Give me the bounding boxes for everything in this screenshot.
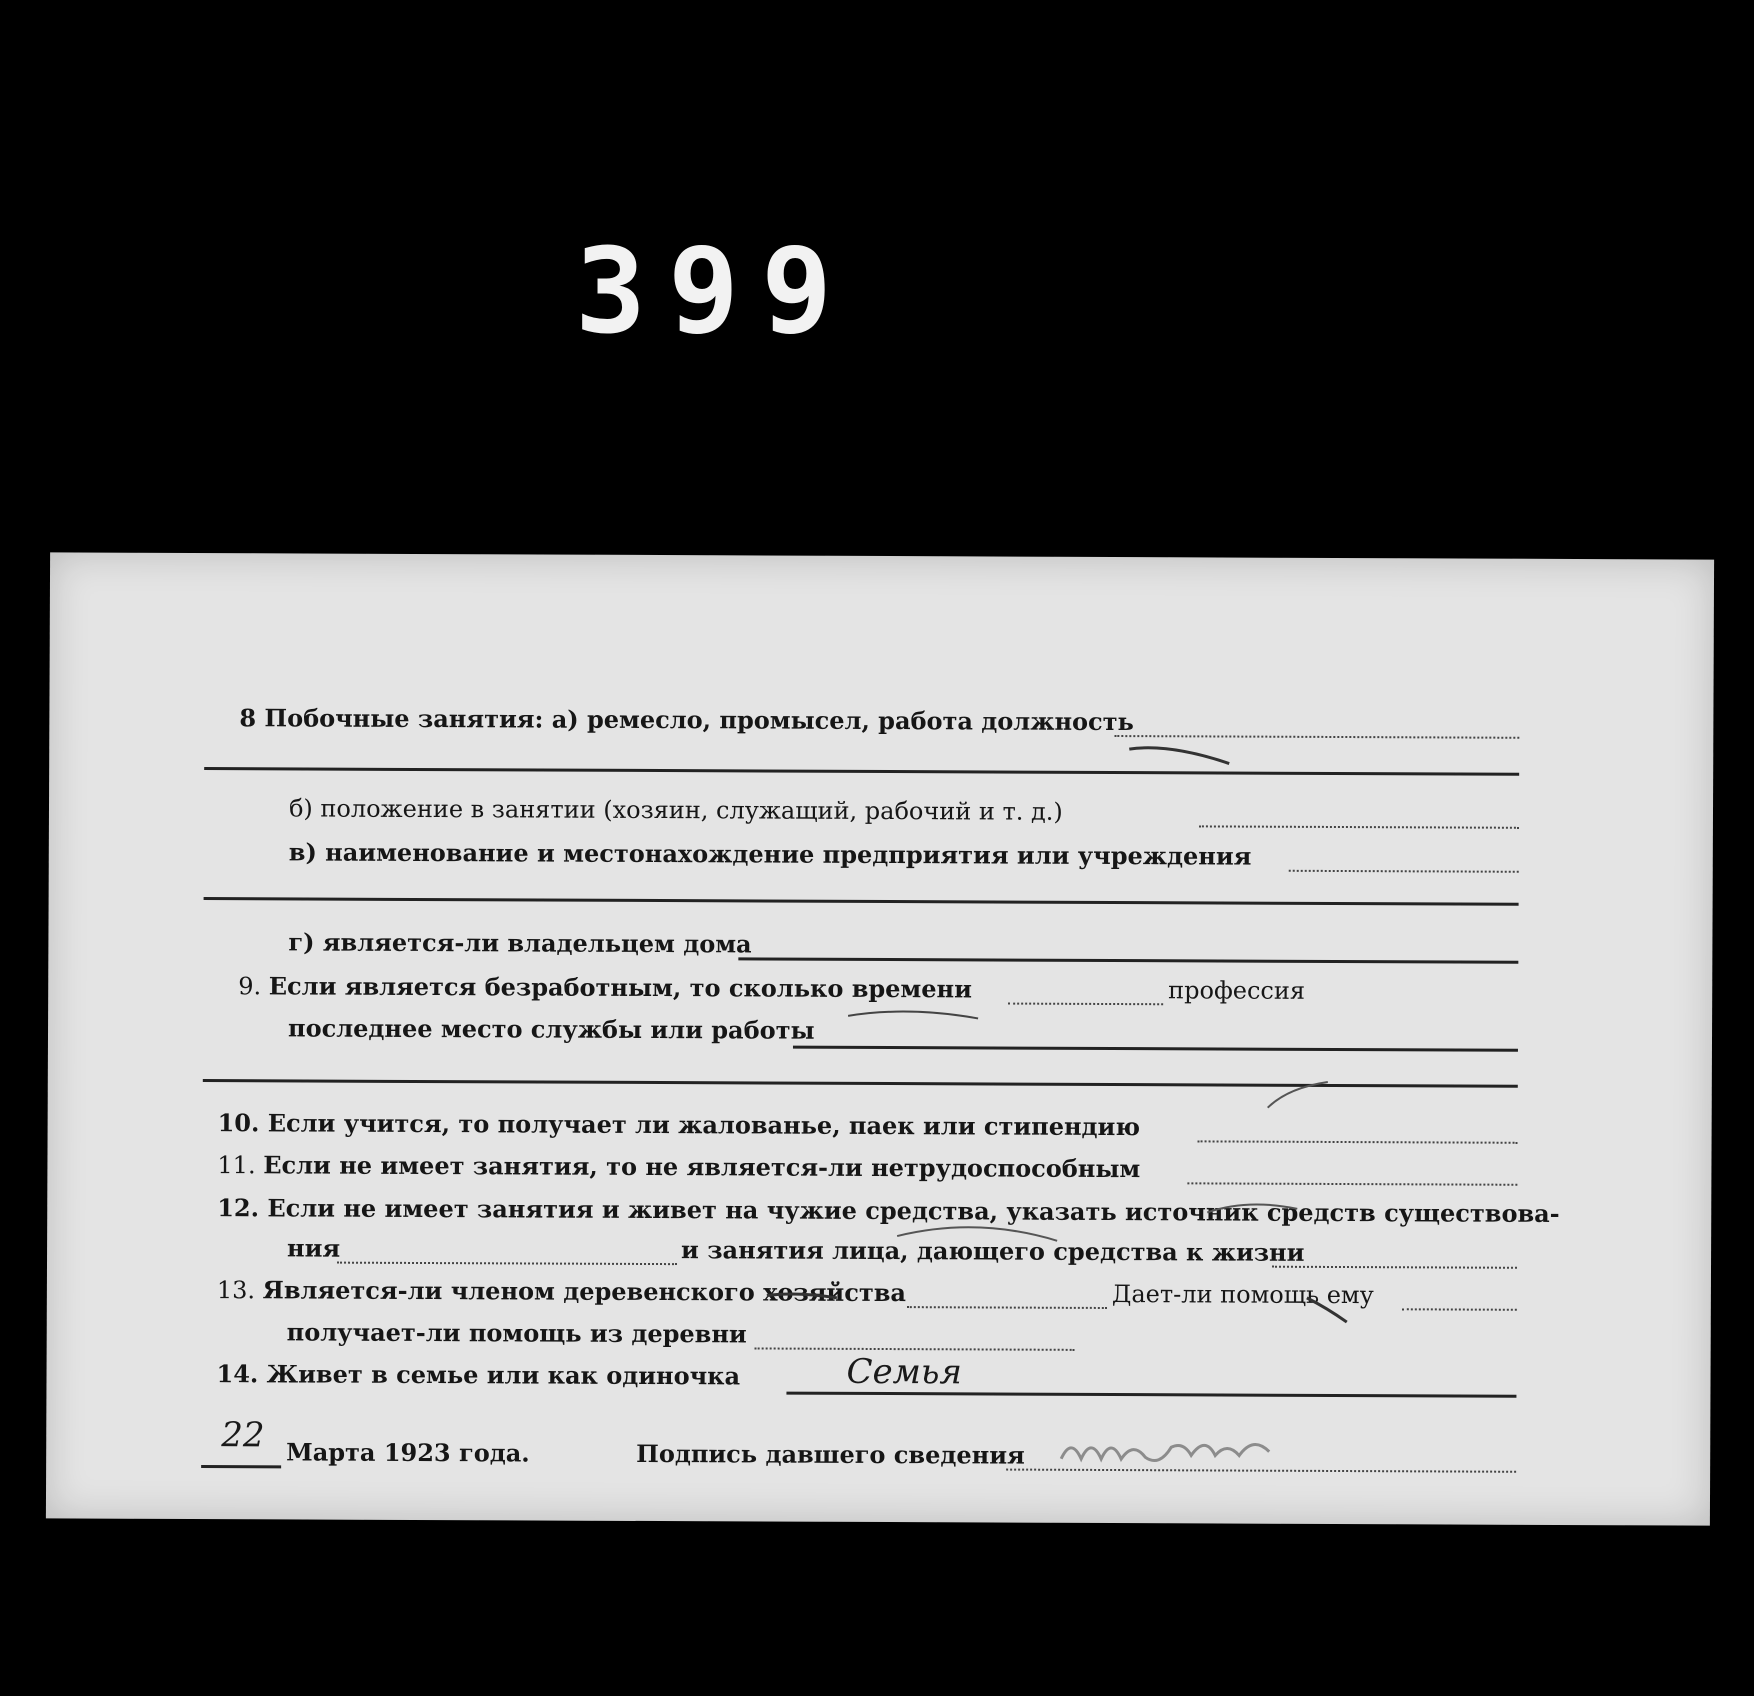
q10-number: 10.: [217, 1108, 260, 1138]
q8-label: [239, 703, 1134, 737]
q14-text: Живет в семье или как одиночка: [266, 1359, 741, 1391]
q14-handwritten-answer: Семья: [846, 1351, 962, 1393]
q13-help-label: Дает-ли помощь ему: [1111, 1280, 1374, 1310]
q8-number: 8: [239, 703, 257, 733]
q12-source-answer-line: [337, 1262, 677, 1265]
q8-text: Побочные занятия: а) ремесло, промысел, работа должность: [264, 703, 1134, 737]
q8-b-label: б) положение в занятии (хозяин, служащий, рабочий и т. д.): [288, 794, 1063, 826]
q9-number: 9.: [238, 972, 262, 1001]
q13-text-a: Является-ли членом деревенского хозяйства: [262, 1275, 907, 1308]
q9-profession-label: профессия: [1168, 976, 1306, 1005]
q11-text: Если не имеет занятия, то не является-ли нетрудоспособным: [263, 1150, 1141, 1184]
q12-number: 12.: [217, 1193, 260, 1223]
q10-text: Если учится, то получает ли жалованье, паек или стипендию: [267, 1108, 1141, 1142]
q9-text-a: Если является безработным, то сколько времени: [268, 971, 973, 1004]
q11-number: 11.: [217, 1151, 256, 1180]
q13-receives-label: получает-ли помощь из деревни: [286, 1317, 747, 1349]
q12-continuation: ния: [287, 1233, 341, 1263]
census-form-card: [46, 552, 1714, 1525]
q9-last-place-label: последнее место службы или работы: [287, 1013, 815, 1045]
frame-number: 399: [575, 222, 855, 360]
q13-number: 13.: [216, 1276, 256, 1305]
q8-g-label: г) является-ли владельцем дома: [288, 927, 752, 959]
pencil-marks: [747, 735, 1470, 1378]
footer-signature-label: Подпись давшего сведения: [636, 1438, 1025, 1470]
footer-day-handwritten: 22: [221, 1415, 265, 1456]
footer-day-line: [201, 1465, 281, 1468]
q12-provider-label: и занятия лица, дающего средства к жизни: [681, 1235, 1305, 1267]
q14-answer-line: [786, 1392, 1516, 1398]
q12-text-a: Если не имеет занятия и живет на чужие средства, указать источник средств существова-: [267, 1193, 1560, 1228]
q14-label: [216, 1359, 740, 1391]
q8-v-label: в) наименование и местонахождение предприятия или учреждения: [288, 837, 1252, 871]
footer-date-label: Марта 1923 года.: [286, 1437, 530, 1468]
q14-number: 14.: [216, 1359, 259, 1389]
signature-scrawl: [1056, 1429, 1386, 1474]
